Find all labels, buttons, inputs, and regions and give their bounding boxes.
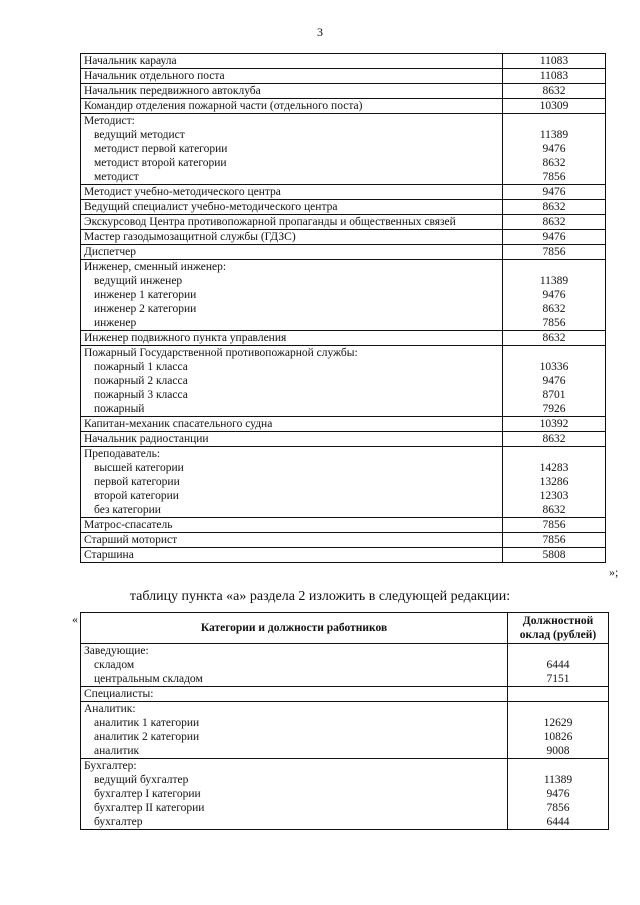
table-row — [81, 260, 606, 331]
salary-value: 14283 — [539, 462, 569, 474]
table-row — [81, 230, 606, 245]
salary-spacer — [511, 687, 605, 701]
sub-position: пожарный — [94, 403, 145, 415]
position-title: Заведующие: — [84, 645, 149, 657]
table-row — [81, 99, 606, 114]
position-cell — [81, 114, 503, 185]
header-salary-line1: Должностной — [522, 615, 594, 627]
salary-cell — [503, 331, 606, 346]
sub-position: второй категории — [94, 490, 179, 502]
salary-spacer — [506, 346, 602, 360]
position-cell — [81, 687, 508, 702]
position-title: Методист учебно-методического центра — [84, 186, 281, 198]
salary-value: 10309 — [539, 100, 569, 112]
sub-position: инженер — [94, 317, 137, 329]
position-title: Начальник радиостанции — [84, 433, 209, 445]
position-title: Капитан-механик спасательного судна — [84, 418, 273, 430]
position-cell — [81, 644, 508, 687]
table-row — [81, 702, 609, 759]
sub-position: пожарный 3 класса — [94, 389, 188, 401]
sub-position: бухгалтер I категории — [94, 788, 201, 800]
salary-value: 8632 — [542, 332, 566, 344]
sub-position: методист второй категории — [94, 157, 227, 169]
position-cell — [81, 99, 503, 114]
salary-value: 6444 — [546, 816, 570, 828]
header-salary — [508, 613, 609, 644]
position-title: Начальник отдельного поста — [84, 70, 225, 82]
position-cell — [81, 54, 503, 69]
salary-cell — [508, 759, 609, 830]
position-title: Экскурсовод Центра противопожарной пропаганды и общественных связей — [84, 216, 456, 228]
salary-cell — [503, 432, 606, 447]
salary-cell — [503, 114, 606, 185]
position-title: Командир отделения пожарной части (отдельного поста) — [84, 100, 363, 112]
table-row — [81, 447, 606, 518]
salary-cell — [503, 69, 606, 84]
position-cell — [81, 260, 503, 331]
position-title: Инженер, сменный инженер: — [84, 261, 227, 273]
salary-table-2 — [80, 612, 609, 830]
sub-position: бухгалтер — [94, 816, 143, 828]
salary-value: 8632 — [542, 433, 566, 445]
position-cell — [81, 84, 503, 99]
position-title: Начальник караула — [84, 55, 177, 67]
sub-position: методист первой категории — [94, 143, 228, 155]
table-row — [81, 417, 606, 432]
table-row — [81, 185, 606, 200]
salary-value: 11389 — [539, 275, 569, 287]
position-cell — [81, 548, 503, 563]
table-row — [81, 215, 606, 230]
salary-value: 8701 — [542, 389, 566, 401]
salary-cell — [503, 548, 606, 563]
table-row — [81, 518, 606, 533]
position-title: Старший моторист — [84, 534, 178, 546]
table-row — [81, 245, 606, 260]
table-row — [81, 200, 606, 215]
sub-position: ведущий бухгалтер — [94, 774, 189, 786]
header-category: Категории и должности работников — [81, 613, 508, 644]
salary-value: 9476 — [542, 375, 566, 387]
salary-value: 9476 — [542, 289, 566, 301]
salary-spacer — [506, 260, 602, 274]
position-title: Пожарный Государственной противопожарной службы: — [84, 347, 358, 359]
salary-cell — [503, 185, 606, 200]
position-title: Ведущий специалист учебно-методического центра — [84, 201, 338, 213]
salary-cell — [503, 84, 606, 99]
sub-position: центральным складом — [94, 673, 203, 685]
salary-value: 7926 — [542, 403, 566, 415]
sub-position: без категории — [94, 504, 161, 516]
sub-position: высшей категории — [94, 462, 184, 474]
position-cell — [81, 759, 508, 830]
salary-value: 10336 — [539, 361, 569, 373]
salary-value: 11083 — [539, 70, 569, 82]
salary-value: 6444 — [546, 659, 570, 671]
salary-cell — [503, 518, 606, 533]
table-row — [81, 114, 606, 185]
salary-value: 8632 — [542, 216, 566, 228]
sub-position: инженер 1 категории — [94, 289, 197, 301]
table-row — [81, 644, 609, 687]
position-title: Мастер газодымозащитной службы (ГДЗС) — [84, 231, 296, 243]
salary-value: 7856 — [542, 534, 566, 546]
position-cell — [81, 230, 503, 245]
sub-position: аналитик 1 категории — [94, 717, 200, 729]
table-header-row — [81, 613, 609, 644]
salary-spacer — [506, 114, 602, 128]
sub-position: бухгалтер II категории — [94, 802, 205, 814]
page-number: 3 — [317, 25, 323, 39]
header-salary-line2: оклад (рублей) — [519, 629, 597, 641]
sub-position: методист — [94, 171, 139, 183]
salary-value: 13286 — [539, 476, 569, 488]
position-cell — [81, 533, 503, 548]
salary-cell — [503, 215, 606, 230]
salary-cell — [503, 260, 606, 331]
table-row — [81, 84, 606, 99]
sub-position: ведущий методист — [94, 129, 185, 141]
salary-value: 11083 — [539, 55, 569, 67]
salary-value: 9476 — [542, 143, 566, 155]
position-title: Матрос-спасатель — [84, 519, 173, 531]
position-cell — [81, 702, 508, 759]
position-cell — [81, 185, 503, 200]
salary-value: 11389 — [539, 129, 569, 141]
salary-cell — [503, 99, 606, 114]
salary-value: 8632 — [542, 157, 566, 169]
salary-value: 7856 — [546, 802, 570, 814]
salary-cell — [503, 245, 606, 260]
table-row — [81, 759, 609, 830]
salary-value: 8632 — [542, 504, 566, 516]
salary-value: 7856 — [542, 171, 566, 183]
salary-value: 11389 — [543, 774, 573, 786]
salary-value: 9008 — [546, 745, 570, 757]
salary-cell — [503, 54, 606, 69]
table-row — [81, 432, 606, 447]
position-title: Диспетчер — [84, 246, 137, 258]
position-title: Методист: — [84, 115, 135, 127]
table-row — [81, 54, 606, 69]
salary-cell — [503, 533, 606, 548]
salary-value: 8632 — [542, 201, 566, 213]
position-title: Преподаватель: — [84, 448, 161, 460]
salary-cell — [503, 447, 606, 518]
sub-position: пожарный 1 класса — [94, 361, 188, 373]
salary-spacer — [511, 759, 605, 773]
sub-position: первой категории — [94, 476, 180, 488]
salary-spacer — [506, 447, 602, 461]
salary-cell — [503, 200, 606, 215]
salary-cell — [508, 687, 609, 702]
salary-cell — [503, 230, 606, 245]
salary-cell — [503, 346, 606, 417]
position-title: Старшина — [84, 549, 134, 561]
opening-quote-mark: « — [72, 612, 78, 626]
salary-value: 5808 — [542, 549, 566, 561]
salary-value: 7856 — [542, 519, 566, 531]
sub-position: аналитик 2 категории — [94, 731, 200, 743]
position-cell — [81, 417, 503, 432]
table-row — [81, 533, 606, 548]
position-cell — [81, 346, 503, 417]
salary-cell — [503, 417, 606, 432]
salary-value: 9476 — [546, 788, 570, 800]
salary-value: 9476 — [542, 231, 566, 243]
salary-spacer — [511, 644, 605, 658]
sub-position: пожарный 2 класса — [94, 375, 188, 387]
salary-value: 10826 — [543, 731, 573, 743]
salary-value: 8632 — [542, 303, 566, 315]
position-cell — [81, 215, 503, 230]
position-title: Специалисты: — [84, 688, 154, 700]
salary-value: 10392 — [539, 418, 569, 430]
table-row — [81, 346, 606, 417]
salary-cell — [508, 644, 609, 687]
salary-cell — [508, 702, 609, 759]
position-cell — [81, 69, 503, 84]
sub-position: складом — [94, 659, 135, 671]
position-title: Аналитик: — [84, 703, 136, 715]
table-row — [81, 69, 606, 84]
position-cell — [81, 518, 503, 533]
position-cell — [81, 432, 503, 447]
salary-value: 7856 — [542, 246, 566, 258]
position-cell — [81, 331, 503, 346]
salary-value: 7151 — [546, 673, 570, 685]
salary-value: 7856 — [542, 317, 566, 329]
position-cell — [81, 447, 503, 518]
position-cell — [81, 200, 503, 215]
position-cell — [81, 245, 503, 260]
salary-table-1 — [80, 53, 606, 563]
sub-position: инженер 2 категории — [94, 303, 197, 315]
position-title: Инженер подвижного пункта управления — [84, 332, 287, 344]
salary-value: 9476 — [542, 186, 566, 198]
table-row — [81, 331, 606, 346]
salary-value: 12629 — [543, 717, 573, 729]
section-heading: таблицу пункта «а» раздела 2 изложить в следующей редакции: — [129, 589, 511, 604]
table-row — [81, 548, 606, 563]
position-title: Бухгалтер: — [84, 760, 137, 772]
salary-value: 8632 — [542, 85, 566, 97]
sub-position: аналитик — [94, 745, 140, 757]
position-title: Начальник передвижного автоклуба — [84, 85, 261, 97]
salary-spacer — [511, 702, 605, 716]
table-row — [81, 687, 609, 702]
closing-quote-mark: »; — [609, 565, 619, 579]
salary-value: 12303 — [539, 490, 569, 502]
sub-position: ведущий инженер — [94, 275, 183, 287]
